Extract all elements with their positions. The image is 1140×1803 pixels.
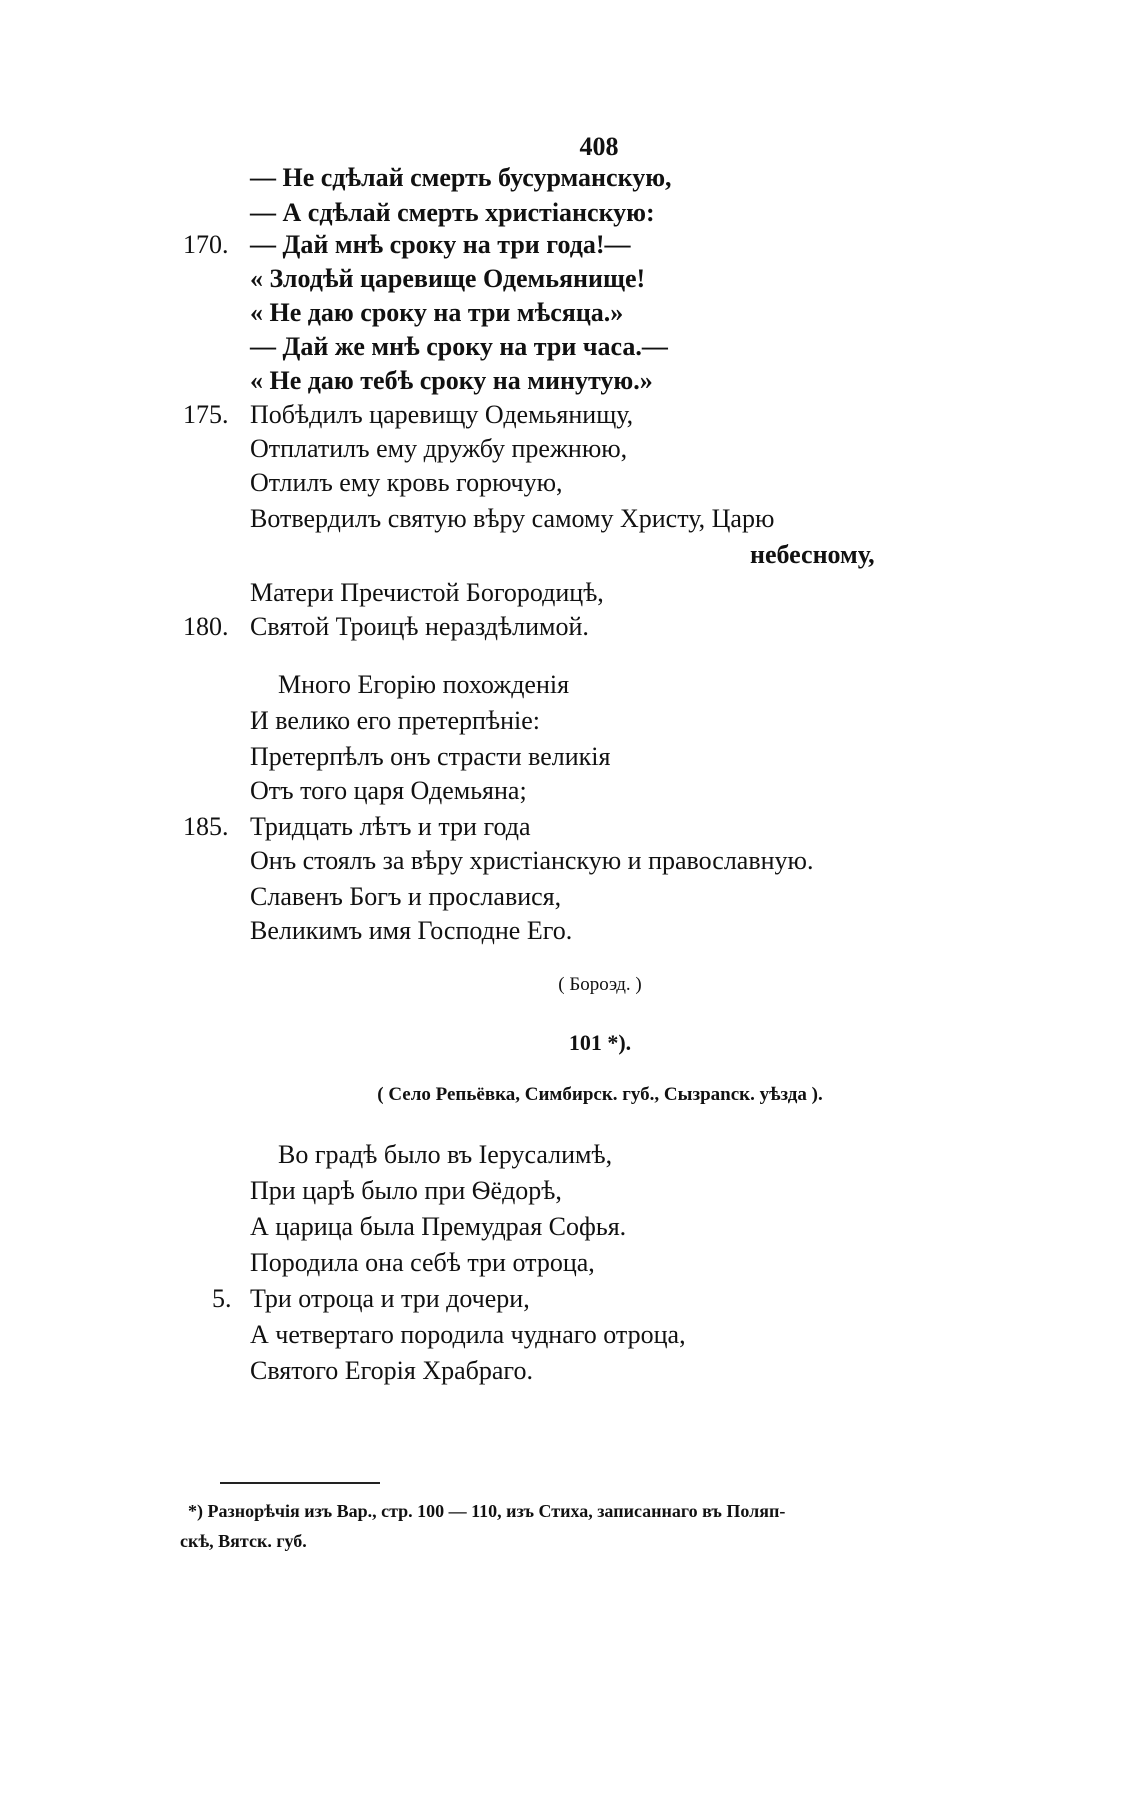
verse-line: Много Егорію похожденія bbox=[278, 670, 570, 699]
footnote-divider bbox=[220, 1482, 380, 1484]
line-number: 180. bbox=[183, 612, 229, 641]
verse-line: — Дай мнѣ сроку на три года!— bbox=[250, 230, 631, 259]
verse-line: — Дай же мнѣ сроку на три часа.— bbox=[250, 332, 668, 361]
source-note: ( Бороэд. ) bbox=[558, 974, 642, 995]
song-number: 101 *). bbox=[568, 1030, 632, 1055]
verse-line: Претерпѣлъ онъ страсти великія bbox=[250, 742, 611, 771]
verse-line: Святого Егорія Храбраго. bbox=[250, 1356, 533, 1385]
verse-line: При царѣ было при Ѳёдорѣ, bbox=[250, 1176, 562, 1205]
song-location: ( Село Репьёвка, Симбирск. губ., Сызрanск. уѣзда ). bbox=[377, 1084, 823, 1105]
page-number: 408 bbox=[579, 132, 619, 161]
verse-line: Отплатилъ ему дружбу прежнюю, bbox=[250, 434, 628, 463]
verse-line: Породила она себѣ три отроца, bbox=[250, 1248, 595, 1277]
verse-line: Вотвердилъ святую вѣру самому Христу, Царю bbox=[250, 504, 775, 533]
verse-line: А четвертаго породила чуднаго отроца, bbox=[250, 1320, 686, 1349]
verse-line: — Не сдѣлай смерть бусурманскую, bbox=[250, 163, 672, 192]
verse-line: Во градѣ было въ Іерусалимѣ, bbox=[278, 1140, 613, 1169]
line-number: 175. bbox=[183, 400, 229, 429]
verse-line: Славенъ Богъ и прославися, bbox=[250, 882, 562, 911]
line-number: 185. bbox=[183, 812, 229, 841]
footnote-line: скѣ, Вятск. губ. bbox=[180, 1531, 307, 1551]
verse-line: Отъ того царя Одемьяна; bbox=[250, 776, 527, 805]
verse-line: « Злодѣй царевище Одемьянище! bbox=[250, 264, 646, 293]
verse-line: Святой Троицѣ нераздѣлимой. bbox=[250, 612, 589, 641]
verse-line: Великимъ имя Господне Его. bbox=[250, 916, 573, 945]
verse-line: « Не даю тебѣ сроку на минутую.» bbox=[250, 366, 653, 395]
verse-line: А царица была Премудрая Софья. bbox=[250, 1212, 627, 1241]
verse-line: Тридцать лѣтъ и три года bbox=[250, 812, 531, 841]
verse-line: — А сдѣлай смерть христіанскую: bbox=[250, 198, 655, 227]
footnote-line: *) Разнорѣчія изъ Вар., стр. 100 — 110, изъ Стиха, записаннаго въ Поляп- bbox=[188, 1501, 786, 1521]
verse-line: Побѣдилъ царевищу Одемьянищу, bbox=[250, 400, 634, 429]
verse-line: Онъ стоялъ за вѣру христіанскую и православную. bbox=[250, 846, 814, 875]
verse-line: Отлилъ ему кровь горючую, bbox=[250, 468, 563, 497]
verse-line: « Не даю сроку на три мѣсяца.» bbox=[250, 298, 624, 327]
verse-line: Матери Пречистой Богородицѣ, bbox=[250, 578, 604, 607]
verse-line: Три отроца и три дочери, bbox=[250, 1284, 530, 1313]
line-number: 170. bbox=[183, 230, 229, 259]
line-number: 5. bbox=[212, 1284, 232, 1313]
verse-line: И велико его претерпѣніе: bbox=[250, 706, 540, 735]
verse-line-continuation: небесному, bbox=[750, 540, 875, 569]
